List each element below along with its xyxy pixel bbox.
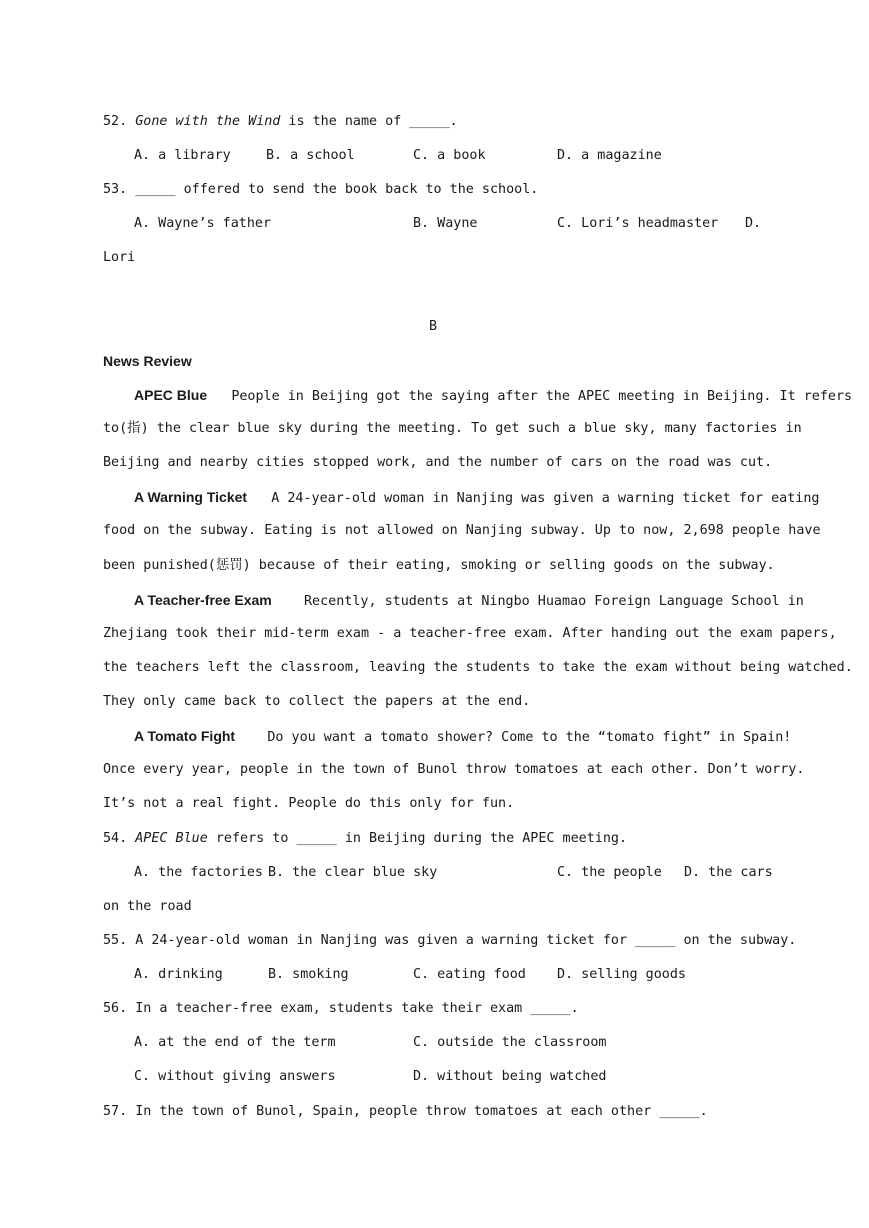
question-52-stem — [103, 113, 458, 131]
q55-option-a: A. drinking — [134, 967, 223, 982]
q53-option-d-text: Lori — [103, 250, 136, 265]
q56-option-b: C. outside the classroom — [413, 1035, 607, 1050]
news-tomato-fight-line-1: A Tomato Fight Do you want a tomato shower? Come to the “tomato fight” in Spain! — [134, 728, 792, 745]
q55-option-d: D. selling goods — [557, 967, 686, 982]
news-title: A Teacher-free Exam — [134, 592, 272, 608]
q54-option-c: C. the people — [557, 865, 662, 880]
news-apec-blue-line-3: Beijing and nearby cities stopped work, and the number of cars on the road was cut. — [103, 455, 773, 470]
book-title: Gone with the Wind — [135, 114, 281, 129]
q54-option-b: B. the clear blue sky — [268, 865, 438, 880]
news-apec-blue-line-2: to(指) the clear blue sky during the meeting. To get such a blue sky, many factories in — [103, 421, 802, 436]
q56-option-c: C. without giving answers — [134, 1069, 336, 1084]
section-letter: B — [429, 319, 438, 334]
news-tomato-fight-line-3: It’s not a real fight. People do this only for fun. — [103, 796, 515, 811]
q52-option-d: D. a magazine — [557, 148, 662, 163]
section-heading: News Review — [103, 353, 192, 369]
question-54-stem — [103, 830, 627, 848]
q53-option-d: D. — [745, 216, 762, 231]
term: APEC Blue — [135, 831, 208, 846]
question-text: is the name of _____. — [280, 114, 458, 129]
question-number: 54. — [103, 831, 128, 846]
news-teacher-free-exam-line-2: Zhejiang took their mid-term exam - a teacher-free exam. After handing out the exam papers, — [103, 626, 837, 641]
q53-option-c: C. Lori’s headmaster — [557, 216, 719, 231]
q52-option-a: A. a library — [134, 148, 231, 163]
q52-option-b: B. a school — [266, 148, 355, 163]
q53-option-b: B. Wayne — [413, 216, 478, 231]
news-title: A Warning Ticket — [134, 489, 248, 505]
news-teacher-free-exam-line-3: the teachers left the classroom, leaving the students to take the exam without being watched. — [103, 660, 853, 675]
q54-option-a: A. the factories — [134, 865, 263, 880]
news-warning-ticket-line-3: been punished(惩罚) because of their eating, smoking or selling goods on the subway. — [103, 558, 775, 573]
news-teacher-free-exam-line-1: A Teacher-free Exam Recently, students at Ningbo Huamao Foreign Language School in — [134, 592, 804, 609]
news-title: APEC Blue — [134, 387, 208, 403]
news-teacher-free-exam-line-4: They only came back to collect the papers at the end. — [103, 694, 531, 709]
question-57-stem: 57. In the town of Bunol, Spain, people throw tomatoes at each other _____. — [103, 1104, 708, 1119]
q52-option-c: C. a book — [413, 148, 486, 163]
q56-option-d: D. without being watched — [413, 1069, 607, 1084]
q56-option-a: A. at the end of the term — [134, 1035, 336, 1050]
q54-option-d: D. the cars — [684, 865, 773, 880]
news-title: A Tomato Fight — [134, 728, 236, 744]
question-text: refers to _____ in Beijing during the APEC meeting. — [207, 831, 628, 846]
question-number: 52. — [103, 114, 128, 129]
news-warning-ticket-line-1: A Warning Ticket A 24-year-old woman in Nanjing was given a warning ticket for eating — [134, 489, 820, 506]
question-56-stem: 56. In a teacher-free exam, students take their exam _____. — [103, 1001, 579, 1016]
question-53-stem: 53. _____ offered to send the book back to the school. — [103, 182, 539, 197]
q55-option-b: B. smoking — [268, 967, 349, 982]
q55-option-c: C. eating food — [413, 967, 526, 982]
q54-option-d-text: on the road — [103, 899, 192, 914]
question-55-stem: 55. A 24-year-old woman in Nanjing was given a warning ticket for _____ on the subway. — [103, 933, 797, 948]
news-warning-ticket-line-2: food on the subway. Eating is not allowed on Nanjing subway. Up to now, 2,698 people have — [103, 523, 821, 538]
q53-option-a: A. Wayne’s father — [134, 216, 272, 231]
news-tomato-fight-line-2: Once every year, people in the town of Bunol throw tomatoes at each other. Don’t worry. — [103, 762, 805, 777]
news-apec-blue-line-1: APEC Blue People in Beijing got the saying after the APEC meeting in Beijing. It refers — [134, 387, 853, 404]
